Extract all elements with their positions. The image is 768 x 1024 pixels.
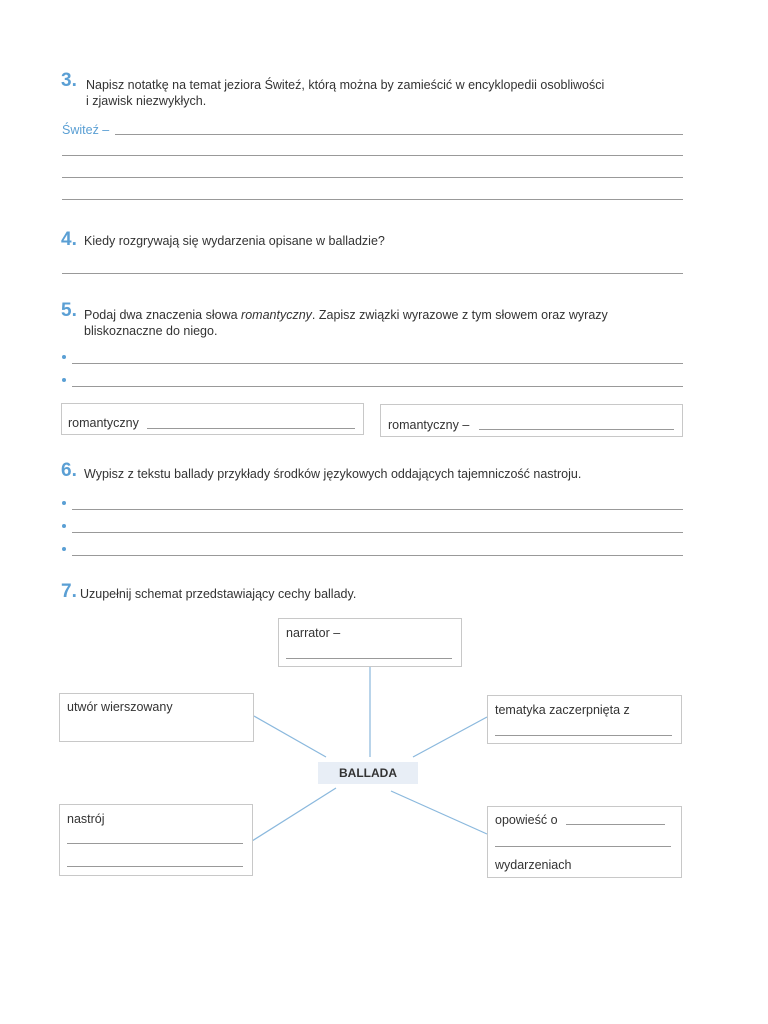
connector-left-top (254, 716, 326, 757)
question-3-answer-label: Świteź – (62, 123, 110, 137)
question-4-number: 4. (61, 229, 77, 250)
question-5-text-line2: bliskoznaczne do niego. (84, 324, 218, 338)
question-3-text-line2: i zjawisk niezwykłych. (86, 94, 207, 108)
diagram-box-narrator-label: narrator – (286, 626, 341, 640)
connector-right-top (413, 717, 487, 757)
question-6-text: Wypisz z tekstu ballady przykłady środków językowych oddających tajemniczość nastroju. (84, 467, 582, 481)
answer-line[interactable] (67, 866, 243, 867)
question-7-text: Uzupełnij schemat przedstawiający cechy ballady. (80, 587, 357, 601)
question-4-text: Kiedy rozgrywają się wydarzenia opisane w balladzie? (84, 234, 385, 248)
question-7-number: 7. (61, 581, 77, 602)
question-6-number: 6. (61, 460, 77, 481)
answer-line[interactable] (566, 824, 665, 825)
question-3-number: 3. (61, 70, 77, 91)
answer-line[interactable] (495, 846, 671, 847)
diagram-box-opowiesc-line2: wydarzeniach (495, 858, 572, 872)
question-5-text-after: . Zapisz związki wyrazowe z tym słowem oraz wyrazy (311, 308, 608, 322)
question-3-text-line1: Napisz notatkę na temat jeziora Świteź, którą można by zamieścić w encyklopedii osobliwości (86, 78, 605, 92)
connector-left-bottom (252, 788, 336, 841)
diagram-box-opowiesc-label: opowieść o (495, 813, 558, 827)
answer-line[interactable] (67, 843, 243, 844)
diagram-box-nastroj-label: nastrój (67, 812, 105, 826)
answer-line[interactable] (286, 658, 452, 659)
answer-line[interactable] (495, 735, 672, 736)
romantyczny-box-right-label: romantyczny – (388, 418, 470, 432)
diagram-box-utwor-label: utwór wierszowany (67, 700, 173, 714)
ballada-center-label: BALLADA (318, 762, 418, 784)
connector-right-bottom (391, 791, 487, 834)
romantyczny-box-left-label: romantyczny (68, 416, 139, 430)
question-5-text-before: Podaj dwa znaczenia słowa (84, 308, 242, 322)
diagram-box-tematyka-label: tematyka zaczerpnięta z (495, 703, 630, 717)
question-5-number: 5. (61, 300, 77, 321)
question-5-italic-word: romantyczny (241, 308, 312, 322)
